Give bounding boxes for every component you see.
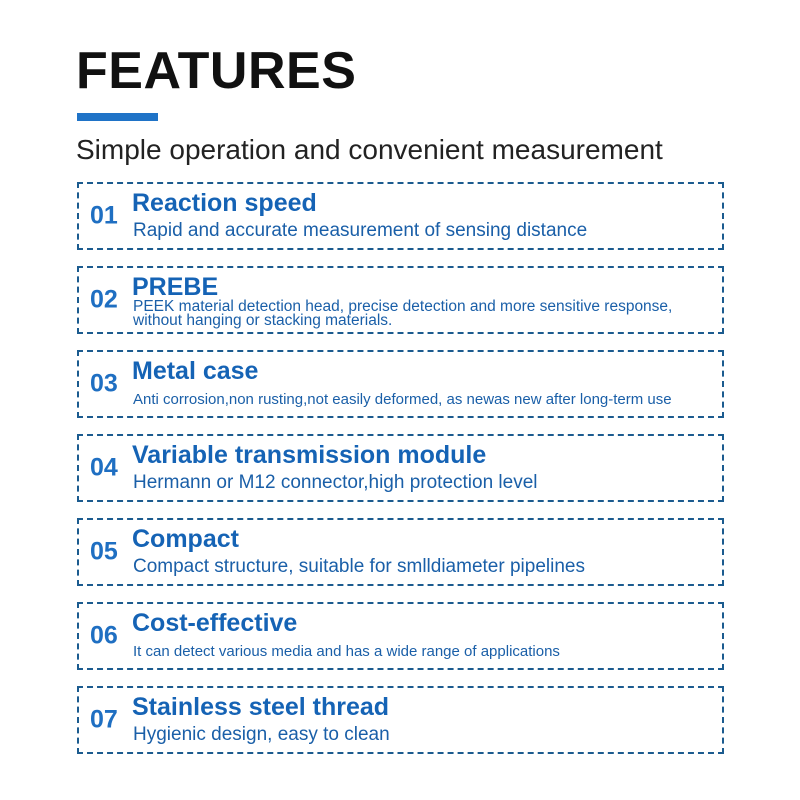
feature-title: Reaction speed xyxy=(132,189,317,217)
feature-item xyxy=(77,434,724,502)
feature-number: 02 xyxy=(90,285,118,314)
feature-number: 07 xyxy=(90,705,118,734)
feature-title: PREBE xyxy=(132,273,219,301)
feature-description: Anti corrosion,non rusting,not easily deformed, as newas new after long-term use xyxy=(133,391,672,408)
feature-description: Rapid and accurate measurement of sensing distance xyxy=(133,220,588,241)
heading-accent-bar xyxy=(77,113,158,121)
feature-description: Hermann or M12 connector,high protection level xyxy=(133,472,538,493)
feature-item xyxy=(77,602,724,670)
page-subtitle: Simple operation and convenient measurement xyxy=(76,134,663,165)
feature-title: Stainless steel thread xyxy=(132,693,390,721)
feature-number: 04 xyxy=(90,453,118,482)
feature-item xyxy=(77,686,724,754)
feature-item xyxy=(77,518,724,586)
feature-item xyxy=(77,182,724,250)
feature-title: Cost-effective xyxy=(132,609,298,637)
feature-title: Variable transmission module xyxy=(132,441,487,469)
feature-number: 03 xyxy=(90,369,118,398)
feature-description: PEEK material detection head, precise detection and more sensitive response, without hanging or stacking materials. xyxy=(133,298,673,329)
feature-number: 01 xyxy=(90,201,118,230)
feature-title: Metal case xyxy=(132,357,259,385)
feature-description: Hygienic design, easy to clean xyxy=(133,724,390,745)
feature-description: It can detect various media and has a wide range of applications xyxy=(133,643,560,660)
feature-number: 06 xyxy=(90,621,118,650)
feature-number: 05 xyxy=(90,537,118,566)
feature-item xyxy=(77,266,724,334)
feature-item xyxy=(77,350,724,418)
page-heading: FEATURES xyxy=(76,42,357,100)
features-list xyxy=(77,182,724,770)
feature-description: Compact structure, suitable for smlldiameter pipelines xyxy=(133,556,585,577)
feature-title: Compact xyxy=(132,525,239,553)
